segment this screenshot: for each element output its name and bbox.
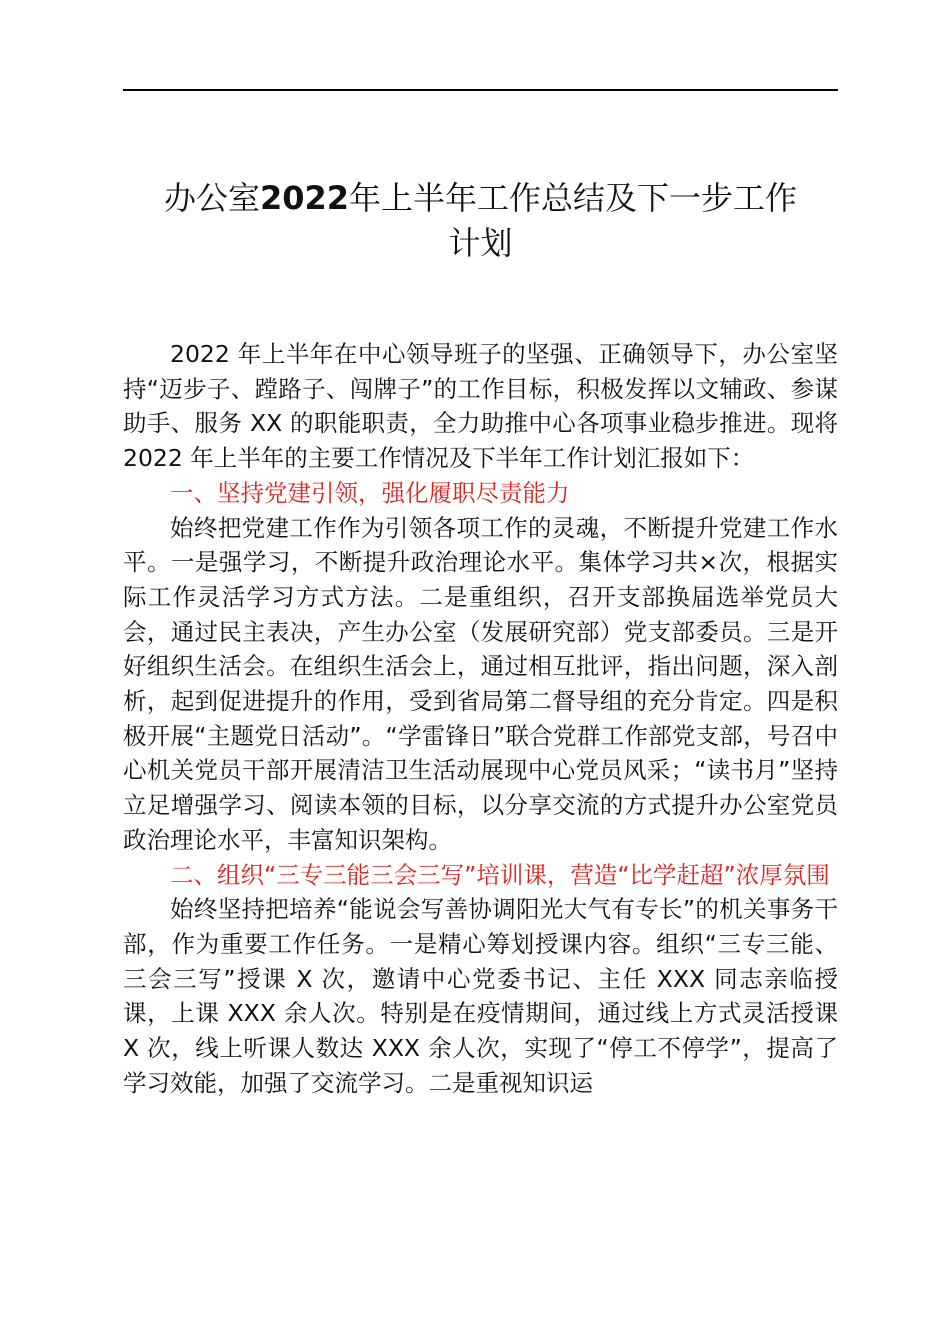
section-heading-1: 一、坚持党建引领，强化履职尽责能力 [170, 478, 570, 507]
document-body [123, 337, 838, 1100]
top-rule [123, 89, 838, 91]
title-part1: 办公室 [163, 179, 260, 217]
document-title [123, 177, 838, 219]
document-title-line2: 计划 [448, 224, 513, 262]
paragraph-intro: 2022 年上半年在中心领导班子的坚强、正确领导下，办公室坚持“迈步子、蹚路子、闯牌子”的工作目标，积极发挥以文辅政、参谋助手、服务 XX 的职能职责，全力助推中心各项事业稳步推进。现将 2022 年上半年的主要工作情况及下半年工作计划汇报如下： [123, 340, 838, 473]
paragraph-party-building: 始终把党建工作作为引领各项工作的灵魂，不断提升党建工作水平。一是强学习，不断提升政治理论水平。集体学习共×次，根据实际工作灵活学习方式方法。二是重组织，召开支部换届选举党员大会，通过民主表决，产生办公室（发展研究部）党支部委员。三是开好组织生活会。在组织生活会上，通过相互批评，指出问题，深入剖析，起到促进提升的作用，受到省局第二督导组的充分肯定。四是积极开展“主题党日活动”。“学雷锋日”联合党群工作部党支部，号召中心机关党员干部开展清洁卫生活动展现中心党员风采；“读书月”坚持立足增强学习、阅读本领的目标，以分享交流的方式提升办公室党员政治理论水平，丰富知识架构。 [123, 513, 838, 854]
title-part2: 年上半年工作总结及下一步工作 [349, 179, 798, 217]
title-year: 2022 [259, 179, 350, 217]
section-heading-2: 二、组织“三专三能三会三写”培训课，营造“比学赶超”浓厚氛围 [170, 860, 830, 889]
paragraph-training: 始终坚持把培养“能说会写善协调阳光大气有专长”的机关事务干部，作为重要工作任务。一是精心筹划授课内容。组织“三专三能、三会三写”授课 X 次，邀请中心党委书记、主任 XXX 同志亲临授课，上课 XXX 余人次。特别是在疫情期间，通过线上方式灵活授课 X 次，线上听课人数达 XXX 余人次，实现了“停工不停学”，提高了学习效能，加强了交流学习。二是重视知识运 [123, 895, 838, 1097]
